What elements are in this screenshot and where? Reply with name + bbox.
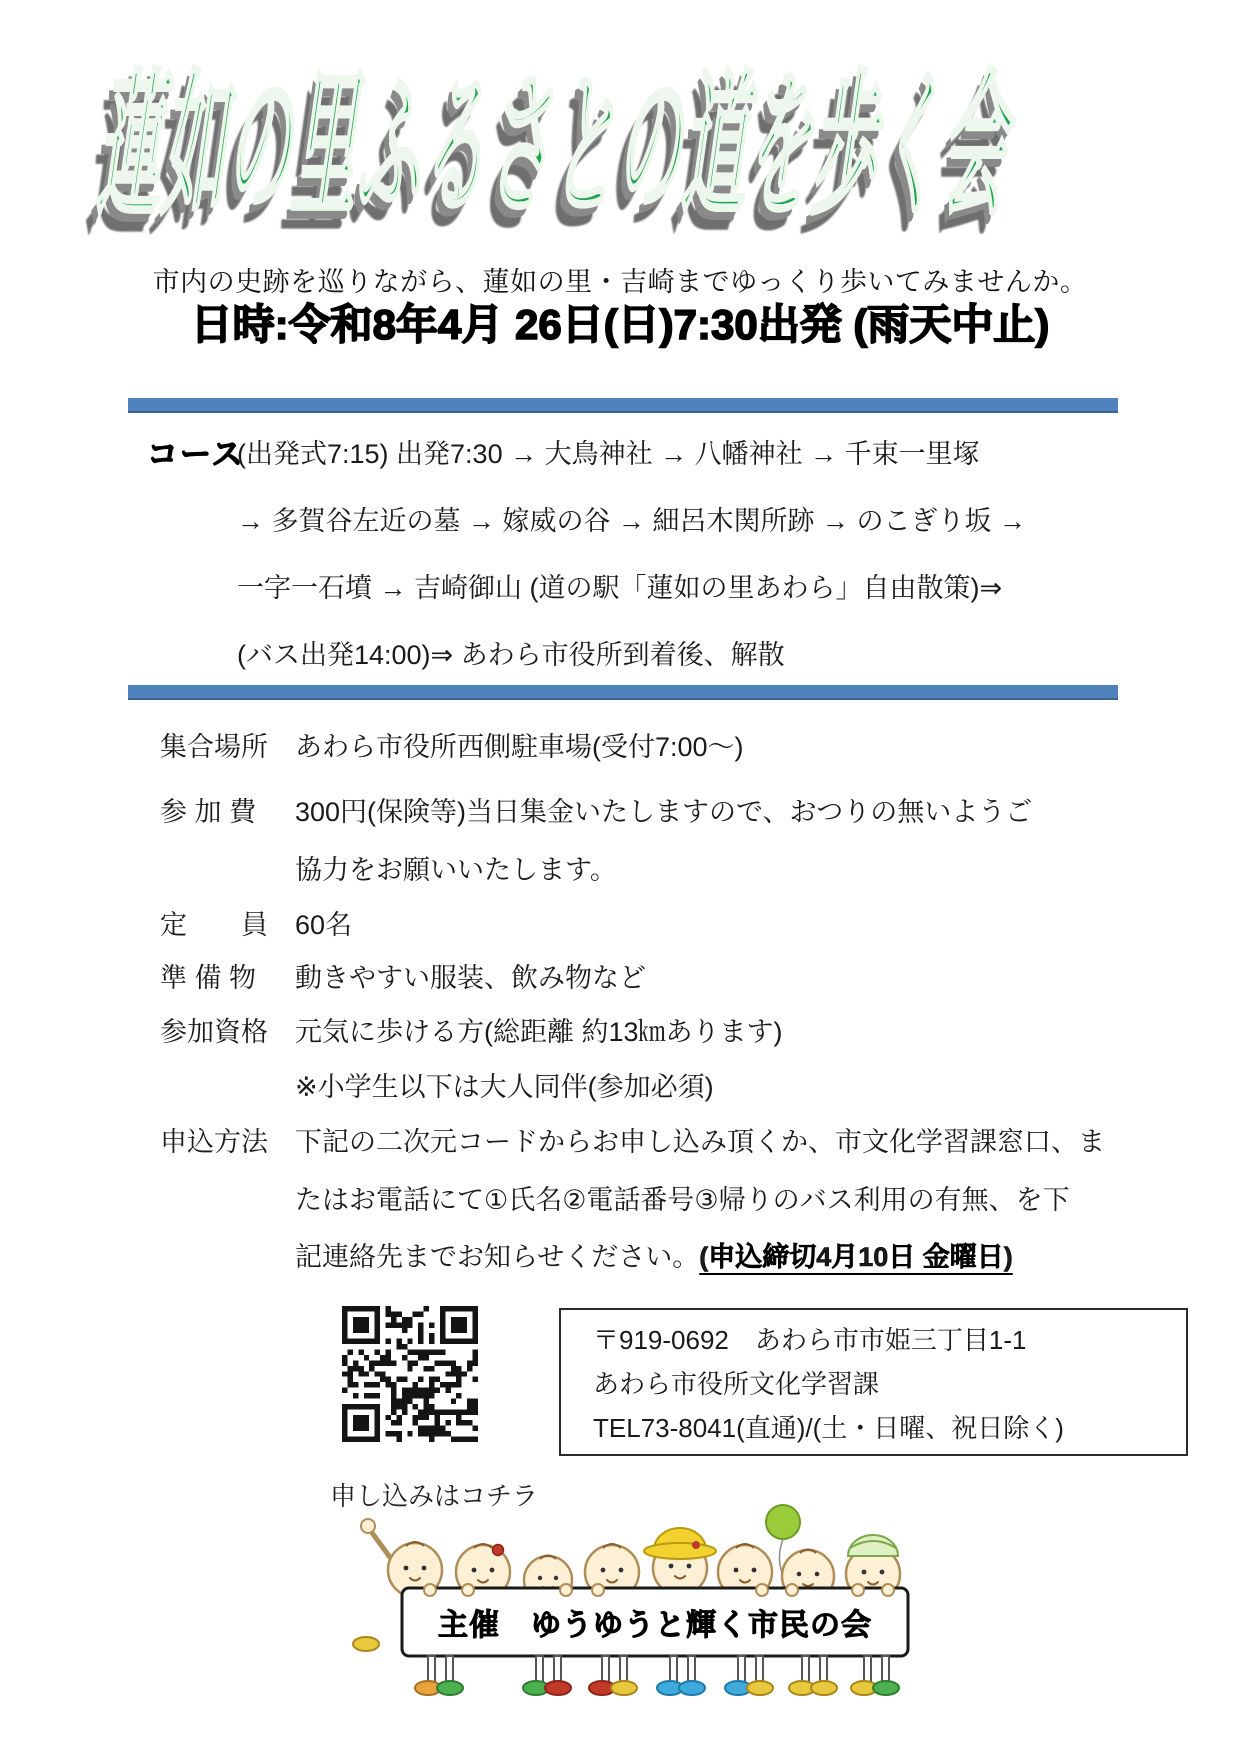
subtitle: 市内の史跡を巡りながら、蓮如の里・吉崎までゆっくり歩いてみませんか。 <box>152 267 1088 297</box>
page-title: 蓮如の里ふるさとの道を歩く会 <box>90 58 1026 235</box>
qr-code-canvas <box>342 1306 478 1442</box>
detail-value-items: 動きやすい服装、飲み物など <box>295 963 646 993</box>
application-line3-text: 記連絡先までお知らせください。 <box>295 1242 700 1272</box>
detail-label-meeting-place: 集合場所 <box>160 732 268 762</box>
title-banner <box>70 0 1050 268</box>
detail-value-fee-line2: 協力をお願いいたします。 <box>295 855 617 885</box>
children-illustration <box>340 1498 930 1718</box>
divider-bar-top <box>128 398 1118 413</box>
detail-value-fee-line1: 300円(保険等)当日集金いたしますので、おつりの無いようご <box>295 797 1033 827</box>
contact-phone: TEL73-8041(直通)/(土・日曜、祝日除く) <box>593 1413 1064 1443</box>
contact-box <box>559 1308 1188 1456</box>
detail-value-eligibility-line2: ※小学生以下は大人同伴(参加必須) <box>295 1072 714 1102</box>
detail-value-meeting-place: あわら市役所西側駐車場(受付7:00〜) <box>295 732 744 762</box>
course-line-3: 一字一石墳 → 吉崎御山 (道の駅「蓮如の里あわら」自由散策)⇒ <box>237 573 1003 603</box>
detail-value-capacity: 60名 <box>295 910 353 940</box>
organizer-banner: 主催 ゆうゆうと輝く市民の会 <box>438 1609 872 1642</box>
contact-department: あわら市役所文化学習課 <box>593 1369 880 1399</box>
event-dateline: 日時:令和8年4月 26日(日)7:30出発 (雨天中止) <box>190 301 1050 348</box>
course-line-4: (バス出発14:00)⇒ あわら市役所到着後、解散 <box>237 640 785 670</box>
detail-label-eligibility: 参加資格 <box>160 1017 268 1047</box>
detail-value-application-line2: たはお電話にて①氏名②電話番号③帰りのバス利用の有無、を下 <box>295 1185 1070 1215</box>
qr-code-icon <box>342 1306 478 1442</box>
course-line-2: → 多賀谷左近の墓 → 嫁威の谷 → 細呂木関所跡 → のこぎり坂 → <box>237 506 1027 536</box>
course-line-1: (出発式7:15) 出発7:30 → 大鳥神社 → 八幡神社 → 千束一里塚 <box>237 439 980 469</box>
detail-label-fee: 参 加 費 <box>160 797 257 827</box>
divider-bar-bottom <box>128 685 1118 700</box>
detail-label-capacity: 定 員 <box>160 910 268 940</box>
qr-caption: 申し込みはコチラ <box>330 1481 539 1511</box>
course-label: コース <box>147 437 245 472</box>
detail-value-application-line1: 下記の二次元コードからお申し込み頂くか、市文化学習課窓口、ま <box>295 1127 1105 1157</box>
application-deadline: (申込締切4月10日 金曜日) <box>699 1242 1013 1272</box>
detail-label-application: 申込方法 <box>160 1127 268 1157</box>
detail-value-application-line3 <box>295 1235 1023 1274</box>
detail-label-items: 準 備 物 <box>160 963 257 993</box>
contact-address: 〒919-0692 あわら市市姫三丁目1-1 <box>593 1325 1027 1355</box>
detail-value-eligibility-line1: 元気に歩ける方(総距離 約13㎞あります) <box>295 1017 783 1047</box>
balloon-icon <box>766 1505 800 1539</box>
